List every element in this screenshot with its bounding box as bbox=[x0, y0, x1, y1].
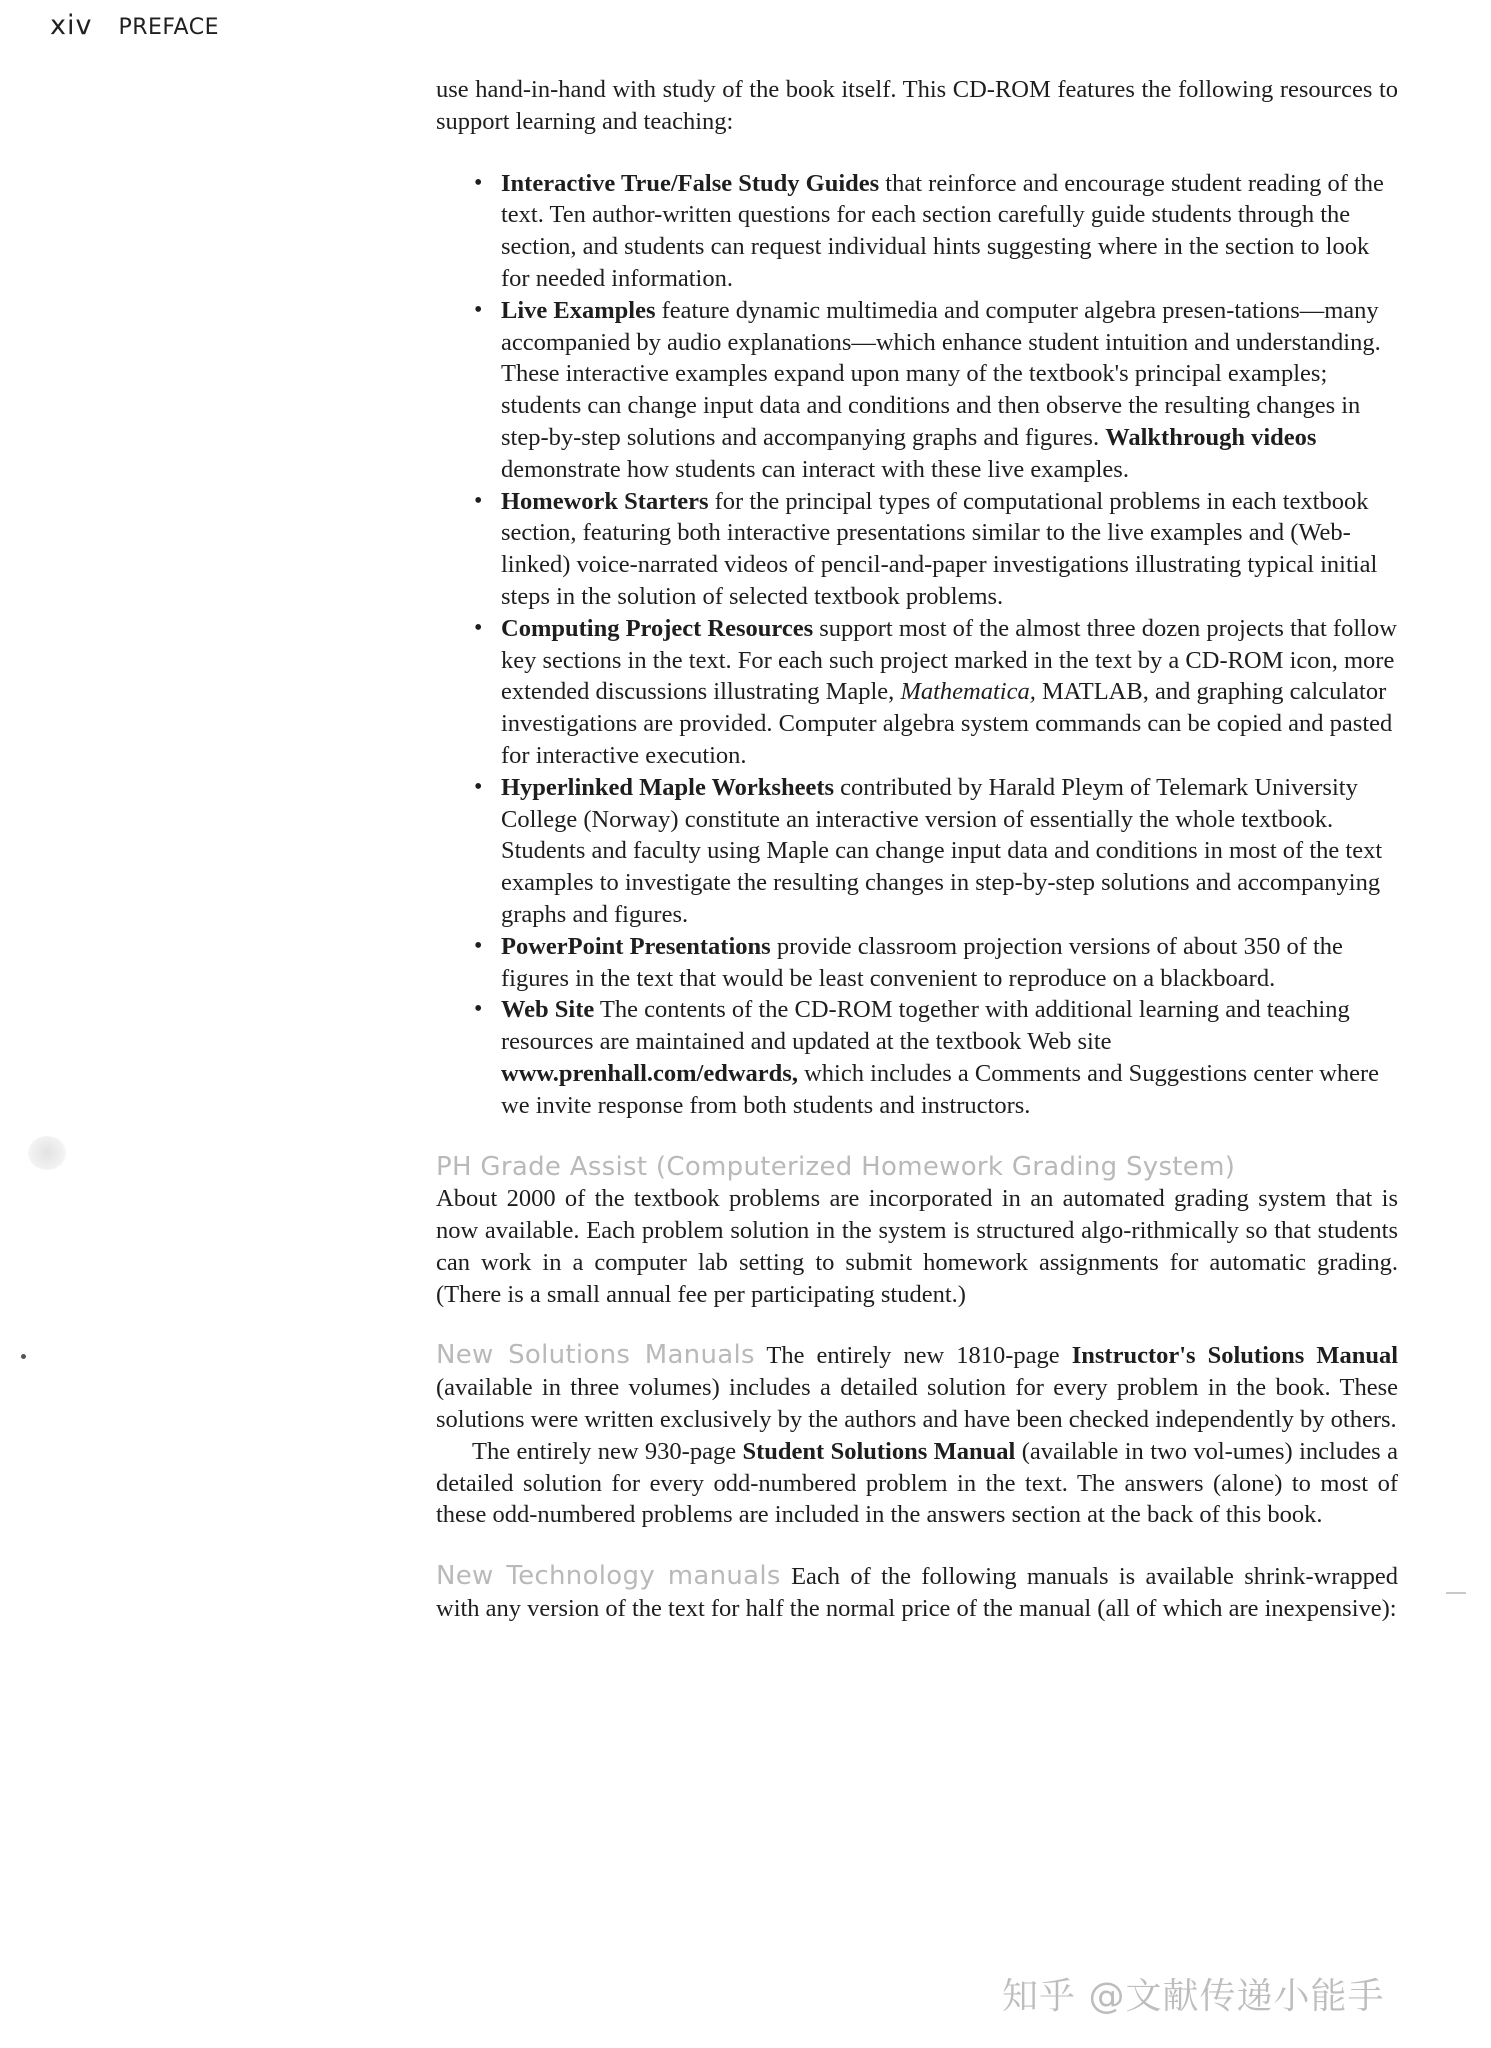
list-item bbox=[474, 994, 1398, 1121]
resource-text: The contents of the CD-ROM together with additional learning and teaching resources are maintained and updated at the textbook Web site bbox=[501, 996, 1350, 1056]
solutions-text: The entirely new 930-page bbox=[472, 1437, 743, 1465]
bullet-icon: • bbox=[474, 932, 483, 959]
technology-heading: New Technology manuals bbox=[436, 1561, 781, 1592]
resource-italic: Mathematica, bbox=[900, 678, 1036, 706]
bullet-icon: • bbox=[474, 614, 483, 641]
list-item bbox=[474, 613, 1398, 772]
resource-title: Interactive True/False Study Guides bbox=[501, 169, 880, 197]
resource-text: support most of the almost three dozen projects that follow key sections in the text. For each such project marked in the text by a CD-ROM icon, more extended discussions illustrating Maple, bbox=[501, 614, 1397, 706]
resource-title: Web Site bbox=[501, 996, 595, 1024]
watermark: 知乎 @文献传递小能手 bbox=[1002, 1976, 1385, 2017]
body-column bbox=[436, 74, 1398, 1655]
list-item bbox=[474, 772, 1398, 931]
solutions-heading: New Solutions Manuals bbox=[436, 1340, 755, 1371]
list-item bbox=[474, 295, 1398, 486]
intro-paragraph: use hand-in-hand with study of the book itself. This CD-ROM features the following resources to support learning and teaching: bbox=[436, 76, 1398, 135]
resource-text: which includes a Comments and Suggestions center where we invite response from both students and instructors. bbox=[501, 1059, 1380, 1119]
list-item bbox=[474, 168, 1398, 295]
solutions-section bbox=[436, 1340, 1398, 1531]
grade-assist-section bbox=[436, 1152, 1398, 1311]
list-item bbox=[474, 486, 1398, 613]
grade-assist-paragraph: About 2000 of the textbook problems are incorporated in an automated grading system that is now available. Each problem solution in the system is structured algo-rithmically so that students can work in a computer lab setting to submit homework assignments for automatic grading. (There is a small annual fee per participating student.) bbox=[436, 1185, 1398, 1308]
grade-assist-heading: PH Grade Assist (Computerized Homework Grading System) bbox=[436, 1151, 1236, 1182]
solutions-text: (available in two vol-umes) includes a detailed solution for every odd-numbered problem in the text. The answers (alone) to most of these odd-numbered problems are included in the answers section at the back of this book. bbox=[436, 1437, 1398, 1529]
page-number: xiv bbox=[50, 10, 93, 41]
resource-text: demonstrate how students can interact with these live examples. bbox=[501, 455, 1129, 483]
resource-title: Homework Starters bbox=[501, 487, 709, 515]
solutions-paragraph-2 bbox=[436, 1436, 1398, 1531]
solutions-text: The entirely new 1810-page bbox=[754, 1342, 1072, 1370]
technology-section bbox=[436, 1561, 1398, 1625]
student-manual-title: Student Solutions Manual bbox=[742, 1437, 1016, 1465]
technology-paragraph bbox=[436, 1561, 1398, 1625]
resource-title: Live Examples bbox=[501, 296, 656, 324]
technology-text: Each of the following manuals is available shrink-wrapped with any version of the text for half the normal price of the manual (all of which are inexpensive): bbox=[436, 1563, 1398, 1623]
resource-title: Hyperlinked Maple Worksheets bbox=[501, 773, 835, 801]
web-address: www.prenhall.com/edwards, bbox=[501, 1059, 798, 1087]
list-item bbox=[474, 931, 1398, 995]
bullet-icon: • bbox=[474, 487, 483, 514]
running-head-section: PREFACE bbox=[118, 15, 219, 40]
resource-text: feature dynamic multimedia and computer algebra presen-tations—many accompanied by audio explanations—which enhance student intuition and understanding. These interactive examples expand upon many of the textbook's principal examples; students can change input data and conditions and then observe the resulting changes in step-by-step solutions and accompanying graphs and figures. bbox=[501, 296, 1381, 451]
bullet-icon: • bbox=[474, 169, 483, 196]
running-head bbox=[50, 10, 219, 41]
resource-title: PowerPoint Presentations bbox=[501, 932, 771, 960]
resource-list bbox=[436, 168, 1398, 1122]
bullet-icon: • bbox=[474, 773, 483, 800]
resource-emphasis: Walkthrough videos bbox=[1105, 423, 1317, 451]
scan-smudge bbox=[28, 1136, 66, 1170]
instructors-manual-title: Instructor's Solutions Manual bbox=[1071, 1342, 1399, 1370]
bullet-icon: • bbox=[474, 996, 483, 1023]
resource-text: provide classroom projection versions of about 350 of the figures in the text that would be least convenient to reproduce on a blackboard. bbox=[501, 932, 1343, 992]
scan-mark bbox=[1446, 1592, 1466, 1594]
scan-dot bbox=[21, 1354, 26, 1359]
solutions-text: (available in three volumes) includes a detailed solution for every problem in the book. These solutions were written exclusively by the authors and have been checked independently by others. bbox=[436, 1374, 1398, 1434]
resource-text: contributed by Harald Pleym of Telemark University College (Norway) constitute an interactive version of essentially the whole textbook. Students and faculty using Maple can change input data and conditions in most of the text examples to investigate the resulting changes in step-by-step solutions and accompanying graphs and figures. bbox=[501, 773, 1383, 928]
resource-text: for the principal types of computational problems in each textbook section, featuring both interactive presentations similar to the live examples and (Web-linked) voice-narrated videos of pencil-and-paper investigations illustrating typical initial steps in the solution of selected textbook problems. bbox=[501, 487, 1378, 610]
resource-text: that reinforce and encourage student reading of the text. Ten author-written questions for each section carefully guide students through the section, and students can request individual hints suggesting where in the section to look for needed information. bbox=[501, 169, 1384, 292]
resource-text: MATLAB, and graphing calculator investigations are provided. Computer algebra system commands can be copied and pasted for interactive execution. bbox=[501, 678, 1393, 769]
bullet-icon: • bbox=[474, 296, 483, 323]
resource-title: Computing Project Resources bbox=[501, 614, 814, 642]
solutions-paragraph-1 bbox=[436, 1340, 1398, 1435]
